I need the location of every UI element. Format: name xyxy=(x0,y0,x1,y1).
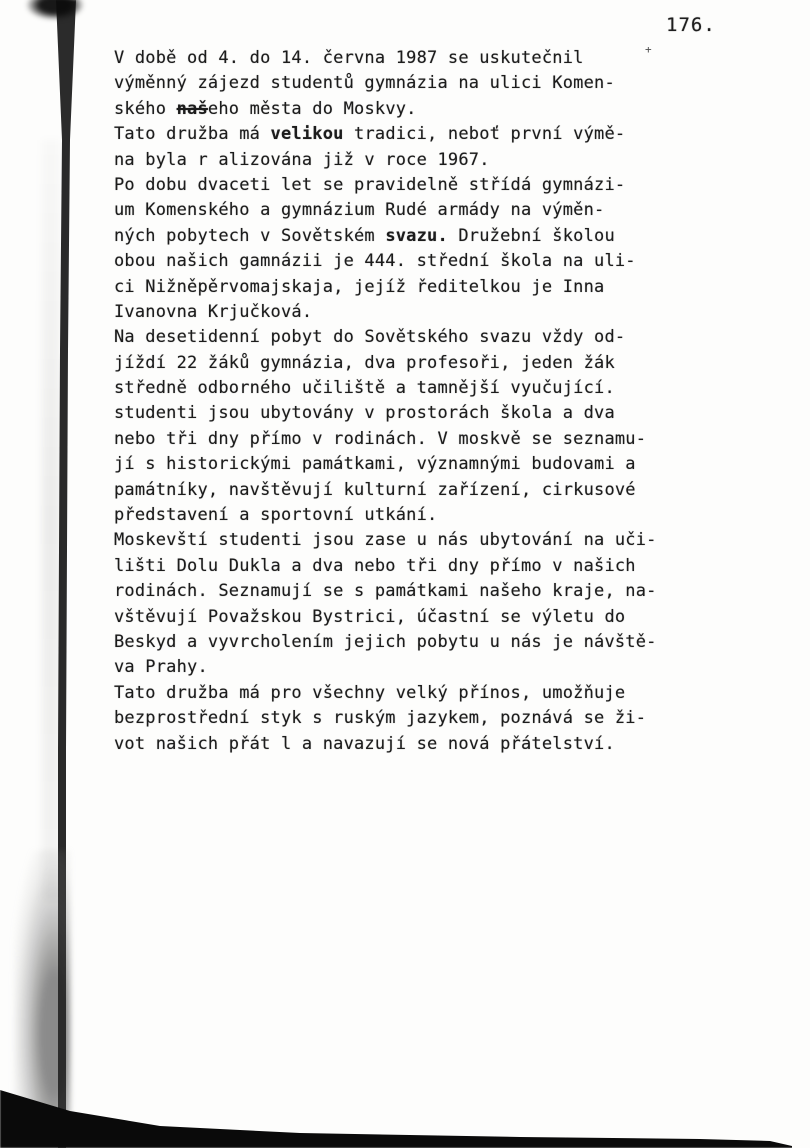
text-segment: studenti jsou ubytovány v prostorách škola a dva xyxy=(114,403,615,424)
text-segment: Tato družba má xyxy=(114,124,271,145)
text-line xyxy=(114,401,674,426)
text-line xyxy=(114,681,674,706)
text-segment: nebo tři dny přímo v rodinách. V moskvě se seznamu- xyxy=(114,428,647,449)
text-segment: jí s historickými památkami, významnými budovami a xyxy=(114,454,636,475)
text-segment: výměnný zájezd studentů gymnázia na ulici Komen- xyxy=(114,73,615,94)
page-number: 176. xyxy=(666,14,716,36)
text-segment: rodinách. Seznamují se s památkami našeho kraje, na- xyxy=(114,581,657,602)
text-segment: eho města do Moskvy. xyxy=(207,98,417,119)
text-segment: Tato družba má pro všechny velký přínos, umožňuje xyxy=(114,682,626,703)
text-line xyxy=(114,376,674,401)
text-segment: ského xyxy=(114,98,177,119)
text-segment: středně odborného učiliště a tamnější vyučující. xyxy=(114,378,615,399)
text-segment: lišti Dolu Dukla a dva nebo tři dny přímo v našich xyxy=(114,555,636,576)
text-segment: va Prahy. xyxy=(114,657,208,678)
text-line xyxy=(114,630,674,655)
text-line xyxy=(114,71,674,96)
text-segment: Na desetidenní pobyt do Sovětského svazu vždy od- xyxy=(114,327,626,348)
text-segment: památníky, navštěvují kulturní zařízení, cirkusové xyxy=(114,479,636,500)
text-segment-strike: naš xyxy=(176,98,208,119)
scan-streak-left xyxy=(42,140,60,900)
text-line xyxy=(114,325,674,350)
text-segment: ci Nižněpěrvomajskaja, jejíž ředitelkou je Inna xyxy=(114,276,605,297)
scan-blob-top-left xyxy=(26,0,84,20)
text-line xyxy=(114,275,674,300)
text-line xyxy=(114,148,674,173)
text-line xyxy=(114,198,674,223)
text-segment: ných pobytech v Sovětském xyxy=(114,225,386,246)
text-line xyxy=(114,249,674,274)
text-segment-bold: velikou xyxy=(270,124,344,145)
text-line xyxy=(114,732,674,757)
text-segment: vot našich přát l a navazují se nová přátelství. xyxy=(114,733,615,754)
scan-speck: + xyxy=(645,43,652,56)
text-segment: tradici, neboť první výmě- xyxy=(343,124,626,145)
text-segment: Ivanovna Krjučková. xyxy=(114,301,313,322)
text-segment: V době od 4. do 14. června 1987 se uskutečnil xyxy=(114,48,584,68)
text-line xyxy=(114,173,674,198)
scan-smudge-left xyxy=(14,850,70,1120)
text-line xyxy=(114,706,674,731)
text-line xyxy=(114,579,674,604)
text-segment: na byla r alizována již v roce 1967. xyxy=(114,149,490,170)
text-line xyxy=(114,224,674,249)
text-segment: obou našich gamnázii je 444. střední škola na uli- xyxy=(114,251,636,272)
text-segment: um Komenského a gymnázium Rudé armády na výměn- xyxy=(114,200,605,221)
text-segment: Beskyd a vyvrcholením jejich pobytu u nás je návště- xyxy=(114,631,657,652)
text-line xyxy=(114,452,674,477)
text-segment: bezprostřední styk s ruským jazykem, poznává se ži- xyxy=(114,708,647,729)
text-line xyxy=(114,655,674,680)
text-line xyxy=(114,43,674,71)
text-segment: Družební školou xyxy=(447,225,615,246)
text-segment: Po dobu dvaceti let se pravidelně střídá gymnázi- xyxy=(114,174,626,195)
text-line xyxy=(114,503,674,528)
text-segment: vštěvují Považskou Bystrici, účastní se výletu do xyxy=(114,606,626,627)
text-line xyxy=(114,528,674,553)
text-line xyxy=(114,554,674,579)
text-line xyxy=(114,97,674,122)
text-segment-bold: svazu. xyxy=(385,225,448,246)
text-segment: představení a sportovní utkání. xyxy=(114,505,438,526)
text-segment: jíždí 22 žáků gymnázia, dva profesoři, jeden žák xyxy=(114,352,615,373)
text-segment: Moskevští studenti jsou zase u nás ubytování na uči- xyxy=(114,530,657,551)
text-line xyxy=(114,122,674,147)
text-line xyxy=(114,351,674,376)
text-line xyxy=(114,300,674,325)
text-line xyxy=(114,427,674,452)
text-line xyxy=(114,478,674,503)
document-text xyxy=(114,43,674,757)
text-line xyxy=(114,605,674,630)
